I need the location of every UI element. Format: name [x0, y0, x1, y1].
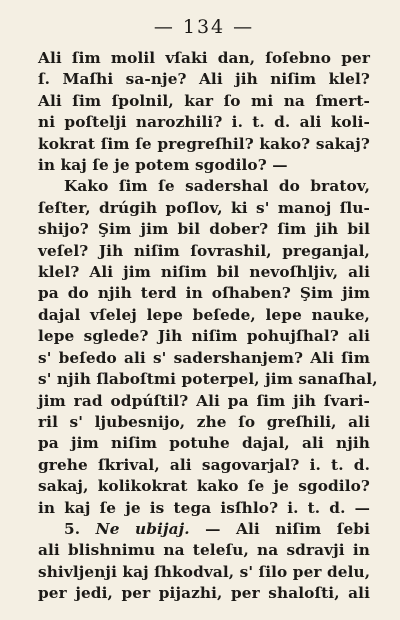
text-line: in kaj ſe je potem sgodilo? — [38, 156, 288, 175]
text-line: ni poſtelji narozhili? i. t. d. ali koli- [38, 113, 370, 132]
text-line: lepe sglede? Jih niſim pohujſhal? ali [38, 327, 370, 346]
text-line: kokrat ſim ſe pregreſhil? kako? sakaj? [38, 134, 370, 153]
paragraph-2 [38, 176, 378, 519]
text-line: ſ. Maſhi sa-nje? Ali jih niſim klel? [38, 70, 370, 89]
text-line: Kako ſim ſe sadershal do bratov, [64, 177, 370, 196]
section-5 [38, 519, 370, 605]
section-number: 5. [64, 519, 81, 538]
text-line: pa do njih terd in oſhaben? Şim jim [38, 284, 370, 303]
paragraph-1 [38, 48, 370, 176]
page-number: — 134 — [153, 16, 255, 38]
text-line: Ali ſim ſpolnil, kar ſo mi na ſmert- [38, 91, 370, 110]
text-line: shijo? Şim jim bil dober? ſim jih bil [38, 220, 370, 239]
text-line: Ali ſim molil vſaki dan, ſoſebno per [38, 49, 370, 67]
text-line: s' beſedo ali s' sadershanjem? Ali ſim [38, 348, 370, 367]
text-line: veſel? Jih niſim ſovrashil, preganjal, [38, 241, 370, 260]
text-line: s' njih ſlaboſtmi poterpel, jim sanaſhal, [38, 370, 378, 389]
page-body [38, 48, 378, 605]
text-line: klel? Ali jim niſim bil nevoſhljiv, ali [38, 263, 370, 282]
text-line: jim rad odpúſtil? Ali pa ſim jih ſvari- [38, 391, 370, 410]
text-line: ril s' ljubesnijo, zhe ſo greſhili, ali [38, 412, 370, 431]
section-first-line-rest: — Ali niſim ſebi [205, 519, 370, 538]
text-line: grehe ſkrival, ali sagovarjal? i. t. d. [38, 455, 370, 474]
text-line: ali blishnimu na teleſu, na sdravji in [38, 541, 370, 560]
section-title: Ne ubijaj. [95, 519, 190, 538]
text-line: pa jim niſim potuhe dajal, ali njih [38, 434, 370, 453]
text-line: ſeſter, drúgih poſlov, ki s' manoj ſlu- [38, 198, 370, 217]
text-line: sakaj, kolikokrat kako ſe je sgodilo? [38, 477, 370, 496]
text-line: in kaj ſe je is tega isſhlo? i. t. d. — [38, 498, 370, 517]
text-line: dajal vſelej lepe beſede, lepe nauke, [38, 305, 370, 324]
section-heading-line [38, 519, 370, 540]
text-line: shivljenji kaj ſhkodval, s' ſilo per delu, [38, 562, 371, 581]
text-line: per jedi, per pijazhi, per shaloſti, ali [38, 584, 370, 603]
